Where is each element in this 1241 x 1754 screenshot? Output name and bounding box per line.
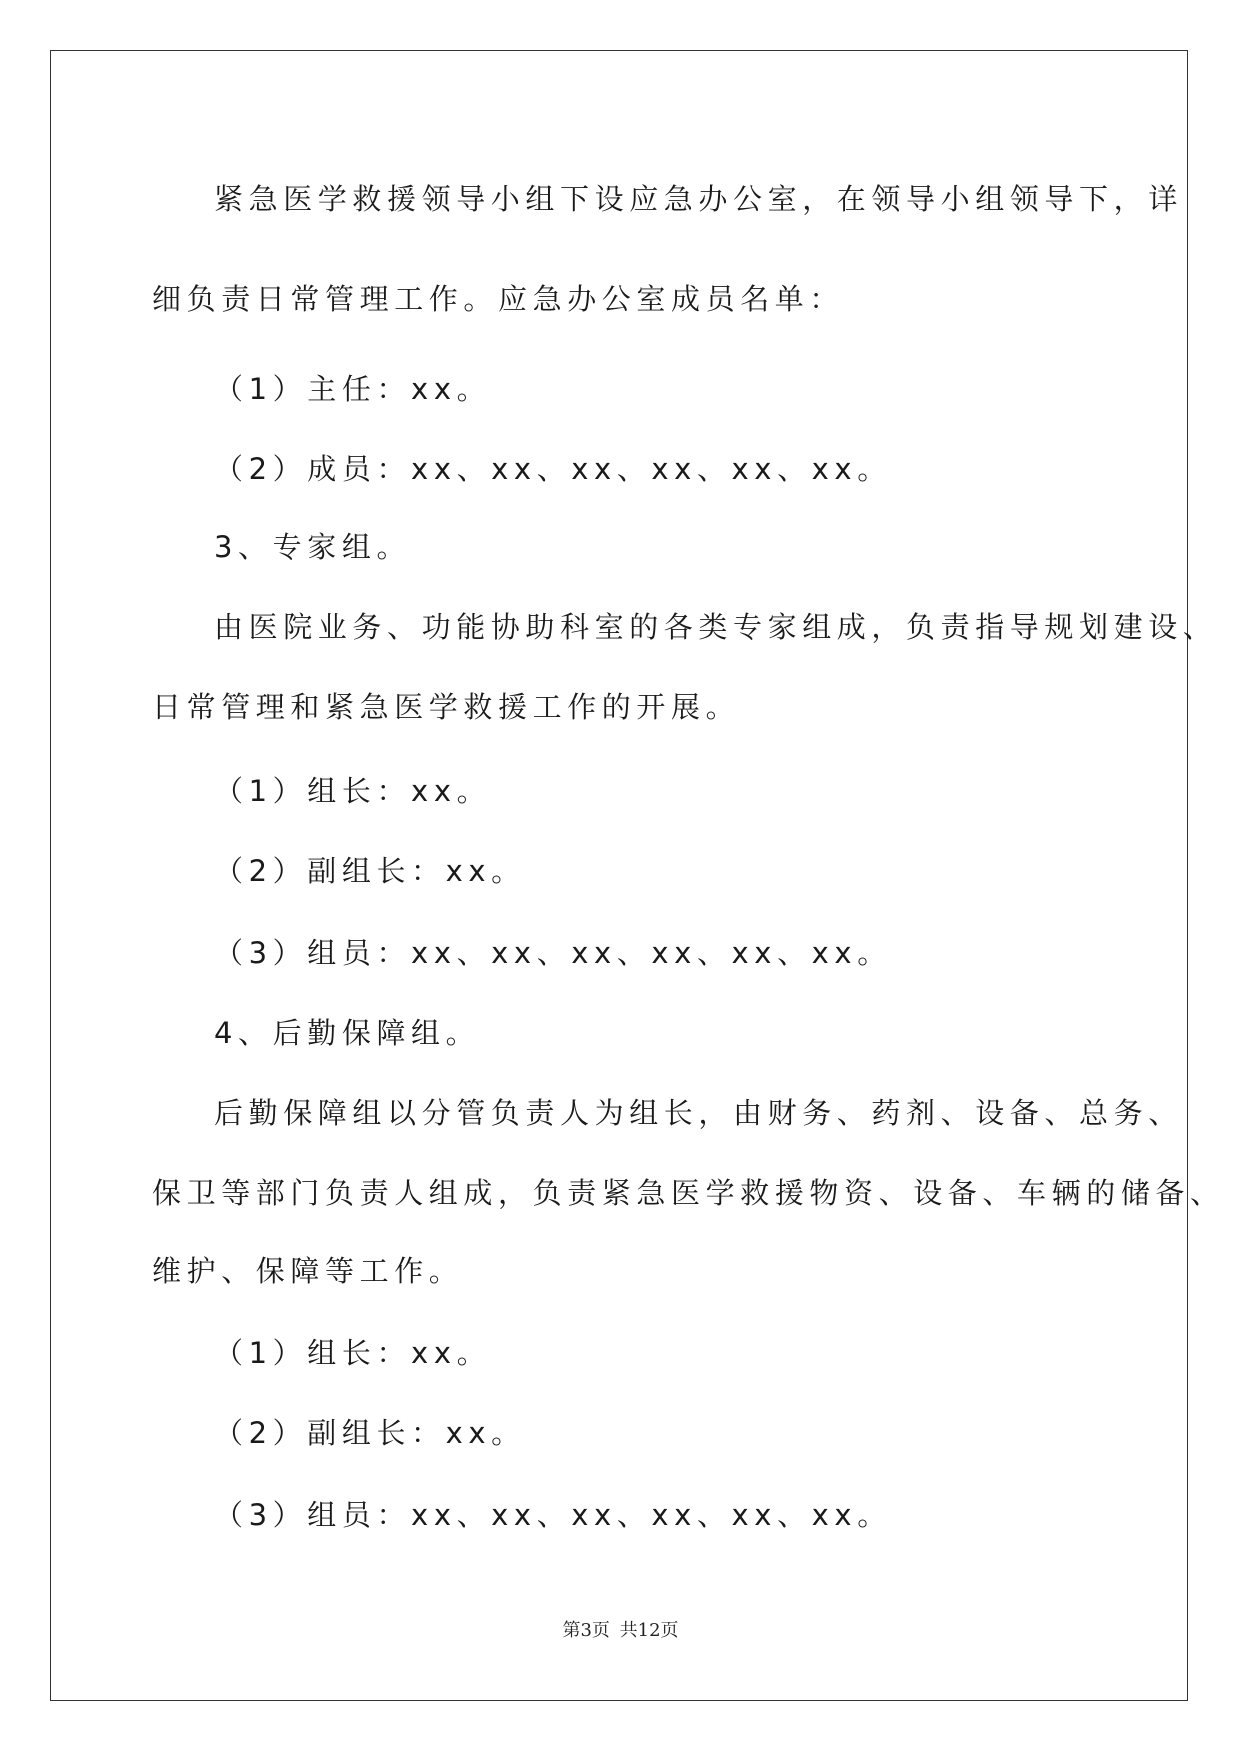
paragraph-line: 后勤保障组以分管负责人为组长，由财务、药剂、设备、总务、: [214, 1096, 1183, 1130]
paragraph-line: 细负责日常管理工作。应急办公室成员名单：: [152, 282, 845, 316]
list-item: （1）组长：xx。: [214, 774, 492, 808]
list-item: （1）组长：xx。: [214, 1336, 492, 1370]
section-heading: 3、专家组。: [214, 530, 412, 564]
list-item: （3）组员：xx、xx、xx、xx、xx、xx。: [214, 936, 892, 970]
page-number: 第3页: [562, 1620, 610, 1641]
paragraph-line: 紧急医学救援领导小组下设应急办公室，在领导小组领导下，详: [214, 182, 1183, 216]
paragraph-line: 保卫等部门负责人组成，负责紧急医学救援物资、设备、车辆的储备、: [152, 1176, 1225, 1210]
section-heading: 4、后勤保障组。: [214, 1016, 481, 1050]
list-item: （2）成员：xx、xx、xx、xx、xx、xx。: [214, 452, 892, 486]
list-item: （2）副组长：xx。: [214, 1416, 526, 1450]
page-footer: [0, 1616, 1241, 1642]
page-total: 共12页: [619, 1620, 679, 1641]
list-item: （2）副组长：xx。: [214, 854, 526, 888]
list-item: （1）主任：xx。: [214, 372, 492, 406]
list-item: （3）组员：xx、xx、xx、xx、xx、xx。: [214, 1498, 892, 1532]
paragraph-line: 日常管理和紧急医学救援工作的开展。: [152, 690, 741, 724]
paragraph-line: 由医院业务、功能协助科室的各类专家组成，负责指导规划建设、: [214, 610, 1218, 644]
paragraph-line: 维护、保障等工作。: [152, 1254, 464, 1288]
